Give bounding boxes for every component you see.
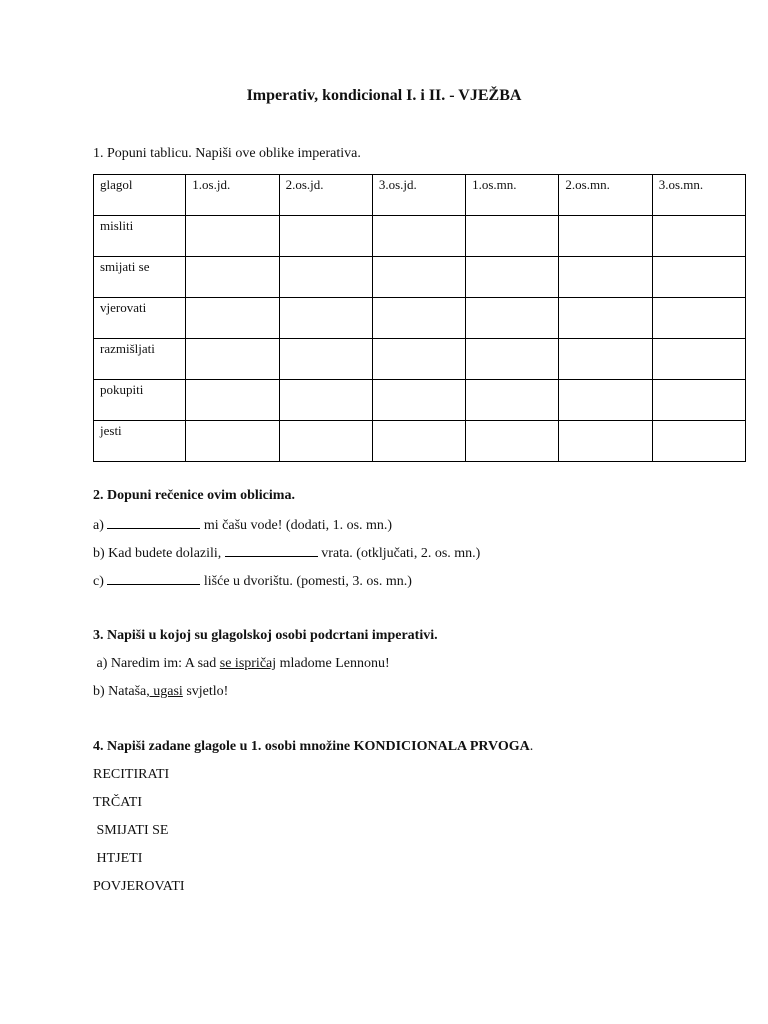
answer-cell[interactable] (466, 339, 559, 380)
task3-b-suffix: svjetlo! (182, 684, 229, 699)
task2-c-rest: lišće u dvorištu. (pomesti, 3. os. mn.) (200, 574, 412, 589)
answer-cell[interactable] (652, 339, 745, 380)
answer-cell[interactable] (559, 421, 652, 462)
table-row (94, 380, 746, 421)
task2-sentence-b (93, 544, 480, 562)
verb-cell: jesti (94, 421, 186, 462)
task4-verb: HTJETI (93, 851, 143, 866)
table-header-cell: 2.os.mn. (559, 175, 652, 216)
task3-a-suffix: mladome Lennonu! (276, 656, 390, 671)
answer-cell[interactable] (279, 257, 372, 298)
table-row (94, 216, 746, 257)
answer-cell[interactable] (279, 380, 372, 421)
task4-heading-tail: . (529, 739, 534, 754)
task2-a-prefix: a) (93, 518, 108, 533)
task3-sentence-a (93, 656, 390, 672)
task4-heading-text: 4. Napiši zadane glagole u 1. osobi množine KONDICIONALA PRVOGA (93, 739, 530, 754)
answer-cell[interactable] (186, 298, 279, 339)
answer-cell[interactable] (372, 421, 465, 462)
answer-cell[interactable] (186, 421, 279, 462)
answer-cell[interactable] (372, 257, 465, 298)
answer-cell[interactable] (652, 421, 745, 462)
task2-sentence-a (93, 516, 392, 534)
answer-cell[interactable] (466, 298, 559, 339)
task2-b-prefix: b) Kad budete dolazili, (93, 546, 225, 561)
task2-b-rest: vrata. (otključati, 2. os. mn.) (317, 546, 481, 561)
answer-cell[interactable] (279, 339, 372, 380)
imperative-table (93, 174, 746, 462)
verb-cell: smijati se (94, 257, 186, 298)
answer-cell[interactable] (466, 380, 559, 421)
answer-cell[interactable] (559, 380, 652, 421)
answer-cell[interactable] (652, 380, 745, 421)
answer-cell[interactable] (372, 339, 465, 380)
task2-sentence-c (93, 572, 412, 590)
verb-cell: razmišljati (94, 339, 186, 380)
answer-blank[interactable] (107, 572, 200, 585)
answer-cell[interactable] (652, 257, 745, 298)
task4-verb: TRČATI (93, 795, 142, 810)
answer-cell[interactable] (186, 380, 279, 421)
answer-cell[interactable] (372, 216, 465, 257)
answer-cell[interactable] (559, 298, 652, 339)
table-header-cell: 3.os.jd. (372, 175, 465, 216)
answer-cell[interactable] (466, 421, 559, 462)
answer-blank[interactable] (107, 516, 200, 529)
answer-cell[interactable] (186, 339, 279, 380)
answer-cell[interactable] (652, 216, 745, 257)
task3-a-prefix: a) Naredim im: A sad (93, 656, 220, 671)
task3-b-prefix: b) Nataša (93, 684, 147, 699)
underlined-imperative: se ispričaj (219, 656, 277, 671)
answer-cell[interactable] (559, 257, 652, 298)
answer-cell[interactable] (466, 216, 559, 257)
answer-cell[interactable] (652, 298, 745, 339)
answer-cell[interactable] (372, 298, 465, 339)
task4-heading (93, 739, 533, 755)
table-row (94, 339, 746, 380)
task3-heading: 3. Napiši u kojoj su glagolskoj osobi podcrtani imperativi. (93, 628, 438, 643)
answer-cell[interactable] (279, 421, 372, 462)
answer-cell[interactable] (186, 257, 279, 298)
table-header-cell: 3.os.mn. (652, 175, 745, 216)
table-header-cell: 1.os.jd. (186, 175, 279, 216)
table-header-cell: glagol (94, 175, 186, 216)
table-row (94, 257, 746, 298)
task2-heading: 2. Dopuni rečenice ovim oblicima. (93, 488, 295, 503)
underlined-imperative: , ugasi (146, 684, 183, 699)
table-row (94, 298, 746, 339)
task3-sentence-b (93, 684, 228, 700)
answer-cell[interactable] (559, 339, 652, 380)
verb-cell: pokupiti (94, 380, 186, 421)
answer-cell[interactable] (466, 257, 559, 298)
task2-a-rest: mi čašu vode! (dodati, 1. os. mn.) (200, 518, 393, 533)
table-row (94, 421, 746, 462)
answer-cell[interactable] (372, 380, 465, 421)
answer-cell[interactable] (559, 216, 652, 257)
verb-cell: vjerovati (94, 298, 186, 339)
answer-cell[interactable] (186, 216, 279, 257)
task4-verb: RECITIRATI (93, 767, 170, 782)
task4-verb: SMIJATI SE (93, 823, 169, 838)
answer-cell[interactable] (279, 216, 372, 257)
task2-c-prefix: c) (93, 574, 108, 589)
table-header-cell: 2.os.jd. (279, 175, 372, 216)
task4-verb: POVJEROVATI (93, 879, 185, 894)
table-header-row (94, 175, 746, 216)
answer-cell[interactable] (279, 298, 372, 339)
verb-cell: misliti (94, 216, 186, 257)
page-title: Imperativ, kondicional I. i II. - VJEŽBA (246, 87, 522, 104)
answer-blank[interactable] (225, 544, 318, 557)
task1-heading: 1. Popuni tablicu. Napiši ove oblike imperativa. (93, 146, 361, 161)
table-header-cell: 1.os.mn. (466, 175, 559, 216)
